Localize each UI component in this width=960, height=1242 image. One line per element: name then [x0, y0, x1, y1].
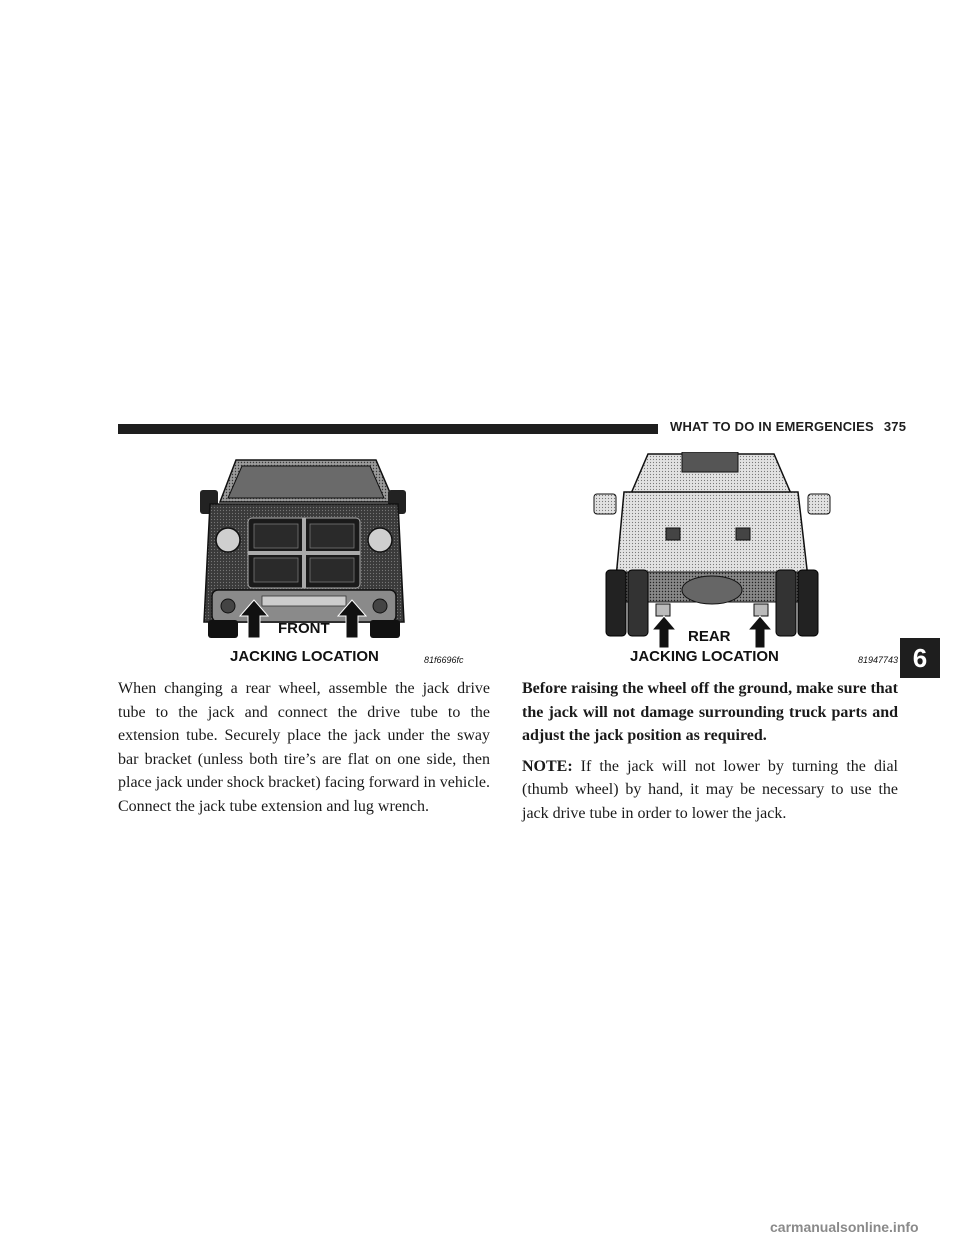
front-label-title: FRONT	[278, 620, 330, 637]
warning-paragraph: Before raising the wheel off the ground, make sure that the jack will not damage surrounding truck parts and adjust the jack position as required.	[522, 680, 898, 744]
front-truck-illustration	[198, 452, 482, 666]
rear-figure-code: 81947743	[858, 655, 899, 665]
note-paragraph	[522, 755, 898, 826]
header-rule	[118, 424, 658, 434]
right-column	[522, 677, 898, 825]
rear-wheel-instructions: When changing a rear wheel, assemble the jack drive tube to the jack and connect the drive tube to the extension tube. Securely place the jack under the sway bar bracket (unless both tire’s are flat on one side, then place jack under shock bracket) facing forward in vehicle. Connect the jack tube extension and lug wrench.	[118, 680, 490, 815]
front-jacking-figure	[198, 452, 482, 666]
chapter-tab: 6	[900, 638, 940, 678]
note-text: If the jack will not lower by turning the dial (thumb wheel) by hand, it may be necessary to use the jack drive tube in order to lower the jack.	[522, 757, 898, 822]
rear-label-subtitle: JACKING LOCATION	[630, 648, 779, 665]
front-label-subtitle: JACKING LOCATION	[230, 648, 379, 665]
watermark: carmanualsonline.info	[770, 1219, 919, 1235]
note-label: NOTE:	[522, 757, 573, 775]
section-title: WHAT TO DO IN EMERGENCIES	[670, 419, 874, 434]
page-number: 375	[883, 419, 907, 434]
front-figure-code: 81f6696fc	[424, 655, 464, 665]
left-column	[118, 677, 490, 818]
rear-label-title: REAR	[688, 628, 731, 645]
rear-jacking-figure	[586, 452, 898, 666]
rear-truck-illustration	[586, 452, 898, 666]
running-header	[670, 419, 906, 434]
